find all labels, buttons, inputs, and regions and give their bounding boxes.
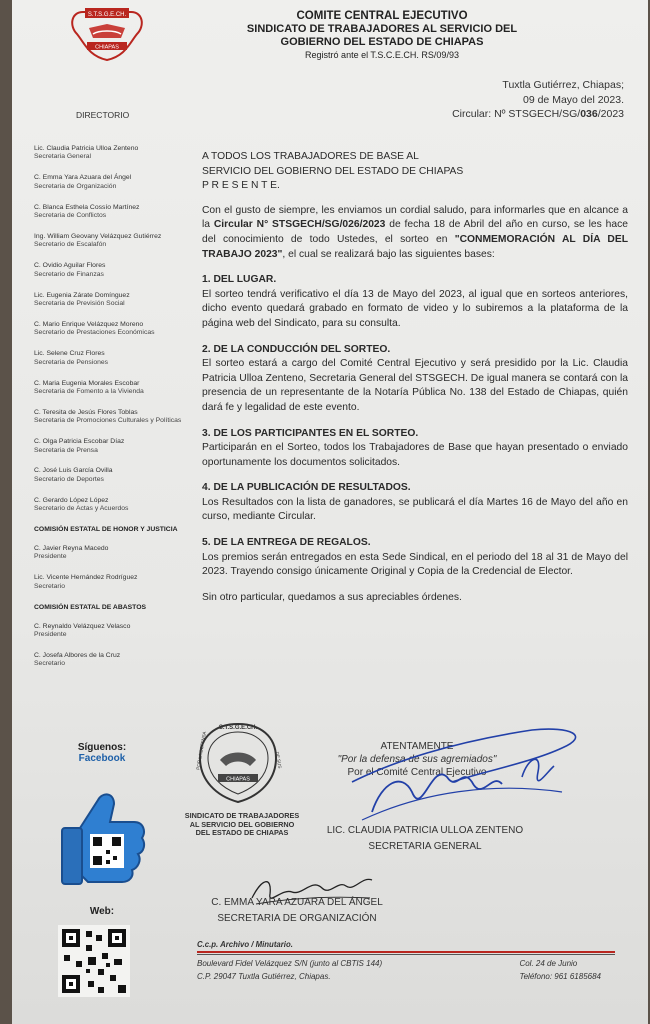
seal-top-text: S.T.S.G.E.CH. xyxy=(218,725,258,731)
logo-bottom-text: CHIAPAS xyxy=(95,44,119,51)
section-1-title: 1. DEL LUGAR. xyxy=(202,274,277,286)
intro-paragraph: Con el gusto de siempre, les enviamos un cordial saludo, para informarles que en alcance a la Circular N° STSGECH/SG/026/2023 de fecha 18 de Abril del año en curso, se les hace del conocimiento de todo Ustedes, el sorteo en "CONMEMORACIÓN AL DÍA DEL TRABAJO 2023", el cual se realizará bajo las siguientes bases: xyxy=(202,204,628,260)
directory-item: Lic. Claudia Patricia Ulloa Zenteno Secretaria General xyxy=(34,145,139,161)
signer-1-role: SECRETARIA GENERAL xyxy=(368,841,482,852)
follow-label: Síguenos: xyxy=(77,742,127,753)
addressee-line1: A TODOS LOS TRABAJADORES DE BASE AL xyxy=(202,151,419,162)
footer-colonia: Col. 24 de Junio xyxy=(519,959,578,968)
web-label: Web: xyxy=(89,906,115,917)
seal-right-text: DE SUS xyxy=(274,751,283,769)
section-2-title: 2. DE LA CONDUCCIÓN DEL SORTEO. xyxy=(202,343,391,355)
section-2-body: El sorteo estará a cargo del Comité Central Ejecutivo y será presidido por la Lic. Claudia Patricia Ulloa Zenteno, Secretaria General del STSGECH. De igual manera se contará con la presencia de un representante de la Notaría Pública No. 138 del Estado de Chiapas, quién dará fe y legalidad de este evento. xyxy=(202,358,628,413)
facebook-link[interactable]: Facebook xyxy=(78,753,126,764)
logo-top-text: S.T.S.G.E.CH. xyxy=(87,12,127,18)
abastos-commission-title: COMISIÓN ESTATAL DE ABASTOS xyxy=(34,603,147,611)
directory-item: C. Mario Enrique Velázquez Moreno Secretario de Prestaciones Económicas xyxy=(34,320,155,337)
section-4-body: Los Resultados con la lista de ganadores, se publicará el día Martes 16 de Mayo del año en curso, mediante Circular. xyxy=(202,496,628,523)
letter-date: 09 de Mayo del 2023. xyxy=(523,93,624,106)
place-date-block xyxy=(452,78,624,122)
directory-item: Lic. Selene Cruz Flores Secretaria de Pensiones xyxy=(34,350,109,366)
footer-rule xyxy=(197,951,615,953)
signer-2-name: C. EMMA YARA AZUARA DEL ÁNGEL xyxy=(211,897,383,908)
footer-address-1: Boulevard Fidel Velázquez S/N (junto al CBTIS 144) xyxy=(197,959,383,968)
circular-label: Circular: Nº STSGECH/SG/ xyxy=(452,108,581,120)
directory-item: C. Maria Eugenia Morales Escobar Secretaria de Fomento a la Vivienda xyxy=(34,379,144,395)
directory-item: C. Gerardo López López Secretario de Actas y Acuerdos xyxy=(34,496,129,513)
atentamente: ATENTAMENTE xyxy=(380,741,454,752)
seal-banner-text: CHIAPAS xyxy=(226,776,250,783)
section-3-title: 3. DE LOS PARTICIPANTES EN EL SORTEO. xyxy=(202,427,419,439)
footer-phone: Teléfono: 961 6185684 xyxy=(519,972,601,981)
section-3 xyxy=(202,427,628,471)
directory-item: C. Reynaldo Velázquez Velasco Presidente xyxy=(34,622,131,639)
directory-item: C. Teresita de Jesús Flores Toblas Secretaria de Promociones Culturales y Políticas xyxy=(34,408,182,425)
place-city: Tuxtla Gutiérrez, Chiapas; xyxy=(502,79,624,91)
union-logo xyxy=(67,4,147,64)
qr-code-icon xyxy=(58,925,130,997)
signer-2-role: SECRETARIA DE ORGANIZACIÓN xyxy=(217,913,377,924)
section-4-title: 4. DE LA PUBLICACIÓN DE RESULTADOS. xyxy=(202,482,411,494)
directory-item: Lic. Eugenia Zárate Domínguez Secretaria de Previsión Social xyxy=(34,291,130,307)
directory-item: C. Blanca Esthela Cossío Martínez Secretaria de Conflictos xyxy=(34,203,140,220)
closing-line: Sin otro particular, quedamos a sus apreciables órdenes. xyxy=(202,591,462,603)
letterhead-line2: SINDICATO DE TRABAJADORES AL SERVICIO DEL xyxy=(246,23,518,35)
letterhead-registration: Registró ante el T.S.C.E.CH. RS/09/93 xyxy=(305,50,459,60)
letterhead-line1: COMITE CENTRAL EJECUTIVO xyxy=(296,10,468,22)
section-5 xyxy=(202,536,628,580)
footer-address-2: C.P. 29047 Tuxtla Gutiérrez, Chiapas. xyxy=(197,972,331,981)
directory-item: C. Olga Patricia Escobar Díaz Secretaria de Prensa xyxy=(34,438,125,454)
directory-list xyxy=(34,145,199,681)
union-seal xyxy=(190,718,286,808)
letterhead-line3: GOBIERNO DEL ESTADO DE CHIAPAS xyxy=(280,36,484,48)
section-1 xyxy=(202,273,628,331)
motto: "Por la defensa de sus agremiados" xyxy=(337,754,497,765)
honor-commission-title: COMISIÓN ESTATAL DE HONOR Y JUSTICIA xyxy=(34,526,178,534)
circular-number xyxy=(452,107,624,122)
signer-1 xyxy=(320,823,530,855)
letter-body xyxy=(202,150,628,616)
signer-2 xyxy=(192,895,402,927)
directory-item: C. Emma Yara Azuara del Ángel Secretaria de Organización xyxy=(34,174,132,190)
section-4 xyxy=(202,481,628,525)
addressee-line3: P R E S E N T E. xyxy=(202,180,280,192)
section-5-title: 5. DE LA ENTREGA DE REGALOS. xyxy=(202,537,371,549)
signer-1-name: LIC. CLAUDIA PATRICIA ULLOA ZENTENO xyxy=(326,825,524,836)
section-2 xyxy=(202,343,628,416)
seal-left-text: POR LA DEFENSA xyxy=(195,731,208,771)
committee-line: Por el Comité Central Ejecutivo xyxy=(347,767,487,778)
footer-right xyxy=(519,957,601,983)
addressee-line2: SERVICIO DEL GOBIERNO DEL ESTADO DE CHIAPAS xyxy=(202,165,464,177)
directory-item: C. Ovidio Aguilar Flores Secretario de Finanzas xyxy=(34,262,106,278)
signature-scribble-1 xyxy=(332,722,592,832)
directory-item: C. José Luis García Ovilla Secretario de Deportes xyxy=(34,467,113,483)
directory-item: C. Josefa Albores de la Cruz Secretario xyxy=(34,652,121,668)
footer xyxy=(197,957,615,983)
letterhead xyxy=(222,10,542,61)
circular-suffix: /2023 xyxy=(597,108,624,120)
directory-item: C. Javier Reyna Macedo Presidente xyxy=(34,545,109,561)
directory-item: Ing. William Geovany Velázquez Gutiérrez Secretario de Escalafón xyxy=(34,232,162,249)
section-3-body: Participarán en el Sorteo, todos los Trabajadores de Base que hayan presentado o enviado oportunamente los documentos solicitados. xyxy=(202,442,628,468)
section-1-body: El sorteo tendrá verificativo el día 13 de Mayo del 2023, al igual que en sorteos anteriores, dicho evento quedará grabado en formato de video y lo subiremos a la plataforma de la página web del Sindicato, para su consulta. xyxy=(202,288,628,329)
seal-caption: SINDICATO DE TRABAJADORES AL SERVICIO DEL GOBIERNO DEL ESTADO DE CHIAPAS xyxy=(184,811,300,837)
social-block xyxy=(52,742,152,764)
letter-page xyxy=(12,0,648,1024)
directory-item: Lic. Vicente Hernández Rodríguez Secretario xyxy=(34,574,138,590)
footer-rule-thin xyxy=(197,954,615,955)
directory-title: DIRECTORIO xyxy=(76,110,130,120)
section-5-body: Los premios serán entregados en esta Sede Sindical, en el periodo del 18 al 31 de Mayo del 2023. Trayendo consigo únicamente Original y Copia de la Credencial de Elector. xyxy=(202,551,628,578)
cc-line: C.c.p. Archivo / Minutario. xyxy=(197,940,293,949)
circular-num: 036 xyxy=(580,108,598,120)
facebook-like-icon xyxy=(58,782,148,890)
